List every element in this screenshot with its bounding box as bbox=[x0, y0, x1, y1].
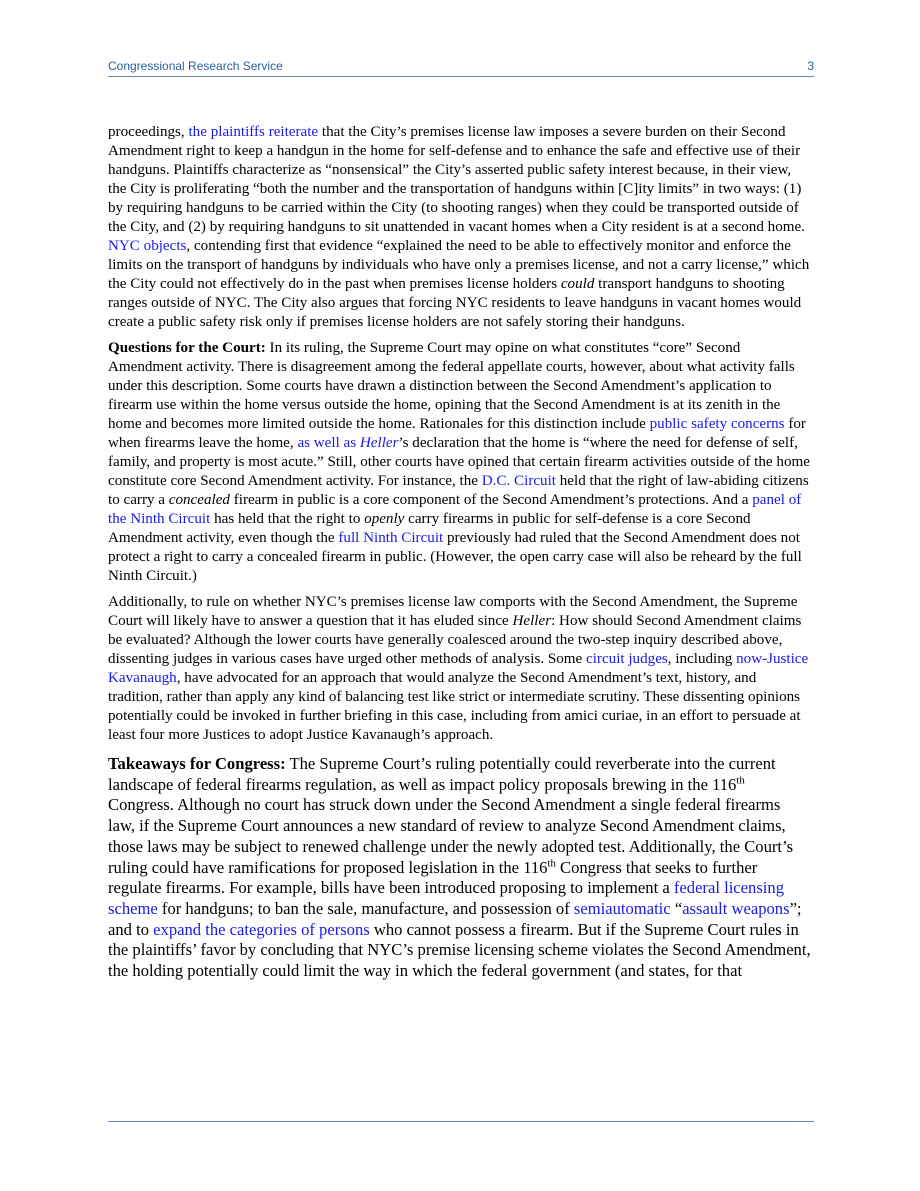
superscript: th bbox=[547, 856, 556, 869]
text: held that the right of law-abiding citizens to carry a bbox=[108, 473, 809, 508]
header-page-number: 3 bbox=[807, 59, 814, 73]
link-nyc-objects[interactable]: NYC objects bbox=[108, 238, 187, 254]
link-justice-kavanaugh[interactable]: now-Justice Kavanaugh bbox=[108, 651, 809, 686]
italic-text: openly bbox=[364, 511, 405, 527]
link-assault-weapons[interactable]: assault weapons bbox=[682, 898, 790, 918]
paragraph-takeaways-for-congress bbox=[108, 754, 811, 982]
text: transport handguns to shooting ranges outside of NYC. The City also argues that forcing NYC residents to leave handguns in vacant homes would create a public safety risk only if premises license holders are not safely storing their handguns. bbox=[108, 276, 802, 330]
text: who cannot possess a firearm. But if the Supreme Court rules in the plaintiffs’ favor by concluding that NYC’s premise licensing scheme violates the Second Amendment, the holding potentially could limit the way in which the federal government (and states, for that bbox=[108, 919, 811, 981]
text: for when firearms leave the home, bbox=[108, 416, 806, 451]
superscript: th bbox=[736, 774, 745, 787]
page-header bbox=[108, 58, 814, 77]
text: Congress. Although no court has struck down under the Second Amendment a single federal firearms law, if the Supreme Court announces a new standard of review to analyze Second Amendment claims, those laws may be subject to renewed challenge under the newly adopted test. Additionally, the Court’s ruling could have ramifications for proposed legislation in the 116 bbox=[108, 795, 794, 877]
text: for handguns; to ban the sale, manufacture, and possession of bbox=[157, 898, 574, 918]
italic-text: could bbox=[560, 276, 595, 292]
link-dc-circuit[interactable]: D.C. Circuit bbox=[481, 473, 556, 489]
text: carry firearms in public for self-defense is a core Second Amendment activity, even though the bbox=[108, 511, 751, 546]
text: firearm in public is a core component of the Second Amendment’s protections. And a bbox=[229, 492, 753, 508]
link-expand-categories-of-persons[interactable]: expand the categories of persons bbox=[153, 919, 370, 939]
link-semiautomatic[interactable]: semiautomatic bbox=[573, 898, 671, 918]
text: that the City’s premises license law imposes a severe burden on their Second Amendment right to keep a handgun in the home for self-defense and to enhance the safe and effective use of their handguns. Plaintiffs characterize as “nonsensical” the City’s asserted public safety interest because, in their view, the City is proliferating “both the number and the transportation of handguns within [C]ity limits” in two ways: (1) by requiring handguns to be carried within the City (to shooting ranges) when they could be transported outside of the City, and (2) by requiring handguns to sit unattended in vacant homes when a City resident is at a second home. bbox=[108, 124, 805, 235]
text: previously had ruled that the Second Amendment does not protect a right to carry a concealed firearm in public. (However, the open carry case will also be reheard by the full Ninth Circuit.) bbox=[108, 530, 802, 584]
document-body bbox=[108, 123, 811, 989]
paragraph-plaintiffs-arguments bbox=[108, 123, 811, 332]
text: Additionally, to rule on whether NYC’s premises license law comports with the Second Amendment, the Supreme Court will likely have to answer a question that it has eluded since bbox=[108, 594, 798, 629]
link-text-italic: Heller bbox=[359, 435, 399, 451]
text: ”; and to bbox=[108, 898, 802, 939]
link-full-ninth-circuit[interactable]: full Ninth Circuit bbox=[338, 530, 444, 546]
text: , have advocated for an approach that would analyze the Second Amendment’s text, history, and tradition, rather than apply any kind of balancing test like strict or intermediate scrutiny. These dissenting opinions potentially could be invoked in further briefing in this case, including from amici curiae, in an effort to persuade at least four more Justices to adopt Justice Kavanaugh’s approach. bbox=[108, 670, 801, 743]
text: “ bbox=[670, 898, 683, 918]
text: , including bbox=[667, 651, 737, 667]
link-circuit-judges[interactable]: circuit judges bbox=[586, 651, 668, 667]
text: The Supreme Court’s ruling potentially could reverberate into the current landscape of federal firearms regulation, as well as impact policy proposals brewing in the 116 bbox=[108, 754, 776, 794]
section-heading-takeaways: Takeaways for Congress: bbox=[108, 754, 286, 773]
link-public-safety-concerns[interactable]: public safety concerns bbox=[649, 416, 785, 432]
paragraph-questions-for-court bbox=[108, 339, 811, 586]
text: : How should Second Amendment claims be evaluated? Although the lower courts have generally coalesced around the two-step inquiry described above, dissenting judges in various cases have urged other methods of analysis. Some bbox=[108, 613, 802, 667]
header-org-name: Congressional Research Service bbox=[108, 59, 283, 73]
link-federal-licensing-scheme[interactable]: federal licensing scheme bbox=[108, 878, 784, 918]
text: ’s declaration that the home is “where the need for defense of self, family, and property is most acute.” Still, other courts have opined that certain firearm activities outside of the home constitute core Second Amendment activity. For instance, the bbox=[108, 435, 810, 489]
text: proceedings, bbox=[108, 124, 189, 140]
text: In its ruling, the Supreme Court may opine on what constitutes “core” Second Amendment activity. There is disagreement among the federal appellate courts, however, about what activity falls under this description. Some courts have drawn a distinction between the Second Amendment’s application to firearm use within the home versus outside the home, opining that the Second Amendment is at its zenith in the home and becomes more limited outside the home. Rationales for this distinction include bbox=[108, 340, 795, 432]
link-text: as well as bbox=[297, 435, 360, 451]
link-heller[interactable] bbox=[297, 435, 398, 451]
paragraph-standard-of-review bbox=[108, 593, 811, 745]
italic-text: concealed bbox=[168, 492, 230, 508]
link-plaintiffs-reiterate[interactable]: the plaintiffs reiterate bbox=[188, 124, 319, 140]
section-heading-questions: Questions for the Court: bbox=[108, 340, 266, 356]
link-panel-ninth-circuit[interactable]: panel of the Ninth Circuit bbox=[108, 492, 802, 527]
italic-text: Heller bbox=[512, 613, 552, 629]
footer-divider bbox=[108, 1121, 814, 1122]
text: , contending first that evidence “explained the need to be able to effectively monitor and enforce the limits on the transport of handguns by individuals who have only a premises license, and not a carry license,” which the City could not effectively do in the past when premises license holders bbox=[108, 238, 810, 292]
text: has held that the right to bbox=[210, 511, 365, 527]
text: Congress that seeks to further regulate firearms. For example, bills have been introduced proposing to implement a bbox=[108, 857, 758, 898]
